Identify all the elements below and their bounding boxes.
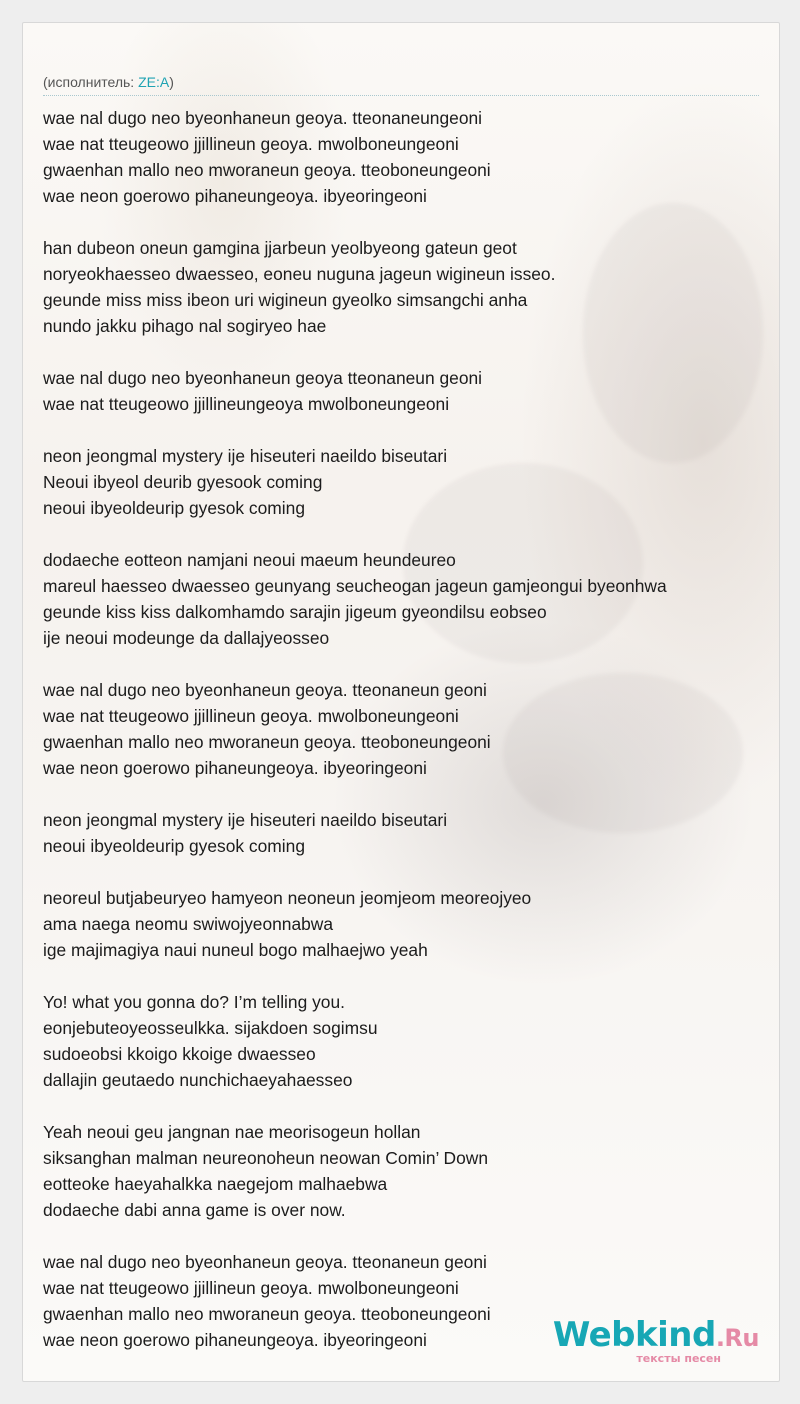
- lyrics-line: eotteoke haeyahalkka naegejom malhaebwa: [43, 1174, 388, 1194]
- lyrics-card: [22, 22, 780, 1382]
- lyrics-line: sudoeobsi kkoigo kkoige dwaesseo: [43, 1044, 316, 1064]
- lyrics-line: geunde kiss kiss dalkomhamdo sarajin jigeum gyeondilsu eobseo: [43, 602, 547, 622]
- lyrics-line: ije neoui modeunge da dallajyeosseo: [43, 628, 330, 648]
- lyrics-line: Yeah neoui geu jangnan nae meorisogeun hollan: [43, 1122, 421, 1142]
- lyrics-line: gwaenhan mallo neo mworaneun geoya. tteoboneungeoni: [43, 1304, 491, 1324]
- lyrics-line: wae nal dugo neo byeonhaneun geoya. tteonaneun geoni: [43, 1252, 487, 1272]
- lyrics-stanza: [43, 677, 759, 781]
- lyrics-line: ige majimagiya naui nuneul bogo malhaejwo yeah: [43, 940, 428, 960]
- lyrics-line: neoui ibyeoldeurip gyesok coming: [43, 498, 305, 518]
- logo-ru-text: .Ru: [715, 1324, 759, 1352]
- lyrics-line: nundo jakku pihago nal sogiryeo hae: [43, 316, 327, 336]
- lyrics-line: eonjebuteoyeosseulkka. sijakdoen sogimsu: [43, 1018, 378, 1038]
- lyrics-line: wae neon goerowo pihaneungeoya. ibyeoringeoni: [43, 758, 427, 778]
- lyrics-body: [43, 105, 759, 1379]
- lyrics-stanza: [43, 885, 759, 963]
- lyrics-line: neon jeongmal mystery ije hiseuteri naeildo biseutari: [43, 446, 448, 466]
- lyrics-line: noryeokhaesseo dwaesseo, eoneu nuguna jageun wigineun isseo.: [43, 264, 556, 284]
- lyrics-line: dodaeche dabi anna game is over now.: [43, 1200, 346, 1220]
- lyrics-stanza: [43, 105, 759, 209]
- lyrics-stanza: [43, 547, 759, 651]
- lyrics-stanza: [43, 807, 759, 859]
- lyrics-line: han dubeon oneun gamgina jjarbeun yeolbyeong gateun geot: [43, 238, 517, 258]
- artist-prefix: (исполнитель:: [43, 74, 139, 90]
- artist-suffix: ): [169, 74, 174, 90]
- lyrics-line: wae nat tteugeowo jjillineungeoya mwolboneungeoni: [43, 394, 450, 414]
- lyrics-line: neoreul butjabeuryeo hamyeon neoneun jeomjeom meoreojyeo: [43, 888, 532, 908]
- lyrics-line: wae nal dugo neo byeonhaneun geoya. tteonaneungeoni: [43, 108, 483, 128]
- lyrics-line: dodaeche eotteon namjani neoui maeum heundeureo: [43, 550, 456, 570]
- lyrics-stanza: [43, 989, 759, 1093]
- lyrics-line: Yo! what you gonna do? I’m telling you.: [43, 992, 345, 1012]
- artist-link[interactable]: ZE:A: [138, 74, 170, 90]
- lyrics-line: geunde miss miss ibeon uri wigineun gyeolko simsangchi anha: [43, 290, 528, 310]
- lyrics-line: mareul haesseo dwaesseo geunyang seucheogan jageun gamjeongui byeonhwa: [43, 576, 667, 596]
- lyrics-line: wae nat tteugeowo jjillineun geoya. mwolboneungeoni: [43, 1278, 459, 1298]
- lyrics-line: wae nat tteugeowo jjillineun geoya. mwolboneungeoni: [43, 134, 459, 154]
- site-logo[interactable]: [553, 1317, 759, 1365]
- logo-subtitle: тексты песен: [636, 1352, 721, 1365]
- lyrics-line: gwaenhan mallo neo mworaneun geoya. tteoboneungeoni: [43, 160, 491, 180]
- lyrics-stanza: [43, 1119, 759, 1223]
- lyrics-line: Neoui ibyeol deurib gyesook coming: [43, 472, 323, 492]
- lyrics-line: siksanghan malman neureonoheun neowan Comin’ Down: [43, 1148, 489, 1168]
- lyrics-line: neon jeongmal mystery ije hiseuteri naeildo biseutari: [43, 810, 448, 830]
- lyrics-line: wae nal dugo neo byeonhaneun geoya tteonaneun geoni: [43, 368, 483, 388]
- lyrics-stanza: [43, 365, 759, 417]
- lyrics-line: wae nal dugo neo byeonhaneun geoya. tteonaneun geoni: [43, 680, 487, 700]
- lyrics-stanza: [43, 235, 759, 339]
- lyrics-line: wae nat tteugeowo jjillineun geoya. mwolboneungeoni: [43, 706, 459, 726]
- lyrics-stanza: [43, 443, 759, 521]
- lyrics-line: ama naega neomu swiwojyeonnabwa: [43, 914, 334, 934]
- lyrics-line: gwaenhan mallo neo mworaneun geoya. tteoboneungeoni: [43, 732, 491, 752]
- lyrics-line: neoui ibyeoldeurip gyesok coming: [43, 836, 305, 856]
- lyrics-line: wae neon goerowo pihaneungeoya. ibyeoringeoni: [43, 186, 427, 206]
- artist-line: [43, 73, 759, 96]
- lyrics-line: wae neon goerowo pihaneungeoya. ibyeoringeoni: [43, 1330, 427, 1350]
- lyrics-line: dallajin geutaedo nunchichaeyahaesseo: [43, 1070, 353, 1090]
- logo-main-text: Webkind: [552, 1315, 716, 1355]
